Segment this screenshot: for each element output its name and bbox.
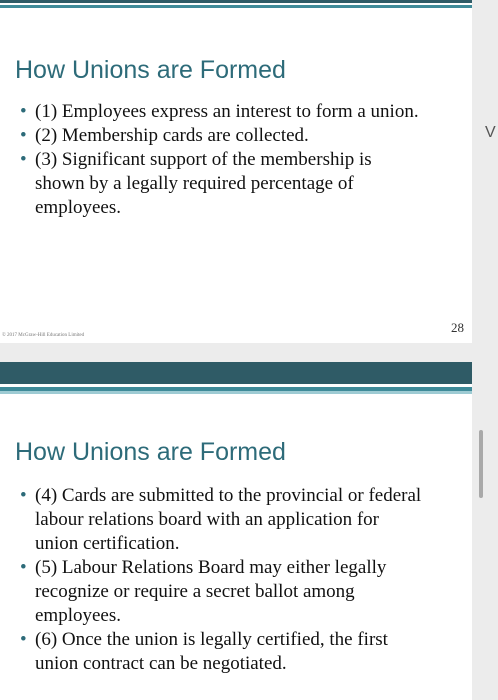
slide-28: [0, 0, 472, 343]
bullet-item: [20, 628, 425, 676]
slide-29: [0, 362, 472, 700]
bullet-item: [20, 124, 425, 148]
bullet-dot: •: [20, 485, 27, 506]
bullet-item: [20, 100, 425, 124]
bullet-item: [20, 148, 425, 220]
bullet-item: [20, 556, 425, 628]
bullet-text: (5) Labour Relations Board may either legally recognize or require a secret ballot among employees.: [35, 557, 387, 626]
bullet-dot: •: [20, 101, 27, 122]
scrollbar-thumb[interactable]: [479, 430, 483, 498]
bullet-dot: •: [20, 629, 27, 650]
slide-title: How Unions are Formed: [15, 56, 286, 84]
header-band-dark: [0, 362, 472, 384]
bullet-text: (2) Membership cards are collected.: [35, 125, 309, 146]
viewer-gutter: [472, 0, 498, 700]
bullet-dot: •: [20, 557, 27, 578]
copyright-notice: © 2017 McGraw-Hill Education Limited: [2, 333, 85, 338]
slide-title: How Unions are Formed: [15, 438, 286, 466]
adjacent-pane-text: V: [485, 124, 496, 141]
page-number: 28: [451, 320, 464, 335]
bullet-text: (3) Significant support of the membership is shown by a legally required percentage of employees.: [35, 149, 372, 218]
bullet-text: (4) Cards are submitted to the provincial or federal labour relations board with an application for union certification.: [35, 485, 422, 554]
bullet-text: (6) Once the union is legally certified, the first union contract can be negotiated.: [35, 629, 388, 674]
bullet-dot: •: [20, 125, 27, 146]
bullet-list: [20, 484, 425, 676]
bullet-text: (1) Employees express an interest to form a union.: [35, 101, 419, 122]
bullet-dot: •: [20, 149, 27, 170]
bullet-item: [20, 484, 425, 556]
header-band-mid: [0, 5, 472, 8]
bullet-list: [20, 100, 425, 220]
header-band-light: [0, 391, 472, 394]
